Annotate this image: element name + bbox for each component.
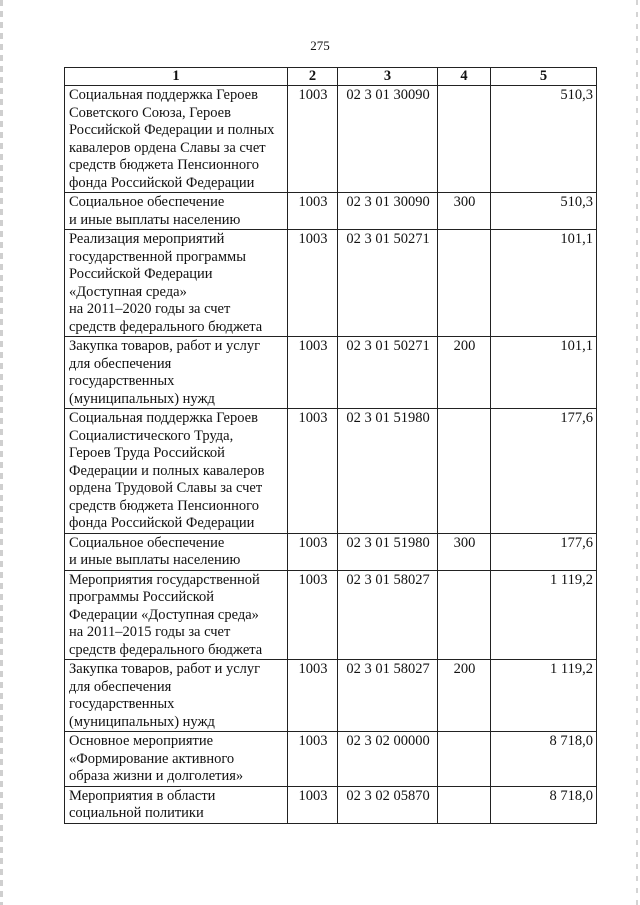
row-target: 02 3 01 30090 xyxy=(338,86,438,193)
scan-edge-right xyxy=(636,0,638,905)
table-row xyxy=(65,230,597,337)
row-type xyxy=(438,732,491,787)
row-type xyxy=(438,86,491,193)
row-name: Реализация мероприятий государственной программы Российской Федерации «Доступная среда» на 2011–2020 годы за счет средств федерального бюджета xyxy=(65,230,288,337)
row-target: 02 3 01 58027 xyxy=(338,660,438,732)
row-type xyxy=(438,230,491,337)
row-name: Социальная поддержка Героев Советского Союза, Героев Российской Федерации и полных кавалеров ордена Славы за счет средств бюджета Пенсионного фонда Российской Федерации xyxy=(65,86,288,193)
header-row xyxy=(65,68,597,86)
column-header-amount: 5 xyxy=(491,68,597,86)
row-section: 1003 xyxy=(288,786,338,823)
row-name: Социальная поддержка Героев Социалистического Труда, Героев Труда Российской Федерации и полных кавалеров ордена Трудовой Славы за счет средств бюджета Пенсионного фонда Российской Федерации xyxy=(65,409,288,534)
column-header-name: 1 xyxy=(65,68,288,86)
row-amount: 1 119,2 xyxy=(491,570,597,660)
row-target: 02 3 01 51980 xyxy=(338,533,438,570)
row-amount: 177,6 xyxy=(491,409,597,534)
row-section: 1003 xyxy=(288,732,338,787)
row-amount: 510,3 xyxy=(491,193,597,230)
table-row xyxy=(65,337,597,409)
row-target: 02 3 02 00000 xyxy=(338,732,438,787)
row-section: 1003 xyxy=(288,86,338,193)
column-header-type: 4 xyxy=(438,68,491,86)
page-number: 275 xyxy=(310,38,330,53)
table-row xyxy=(65,570,597,660)
row-name: Социальное обеспечение и иные выплаты населению xyxy=(65,533,288,570)
table-row xyxy=(65,660,597,732)
table-row xyxy=(65,193,597,230)
row-name: Закупка товаров, работ и услуг для обеспечения государственных (муниципальных) нужд xyxy=(65,660,288,732)
row-target: 02 3 01 30090 xyxy=(338,193,438,230)
row-target: 02 3 01 58027 xyxy=(338,570,438,660)
row-section: 1003 xyxy=(288,409,338,534)
row-section: 1003 xyxy=(288,193,338,230)
row-section: 1003 xyxy=(288,660,338,732)
row-type: 300 xyxy=(438,533,491,570)
column-header-target: 3 xyxy=(338,68,438,86)
row-name: Социальное обеспечение и иные выплаты населению xyxy=(65,193,288,230)
row-target: 02 3 01 51980 xyxy=(338,409,438,534)
row-name: Основное мероприятие «Формирование активного образа жизни и долголетия» xyxy=(65,732,288,787)
row-name: Закупка товаров, работ и услуг для обеспечения государственных (муниципальных) нужд xyxy=(65,337,288,409)
row-target: 02 3 01 50271 xyxy=(338,337,438,409)
row-type: 200 xyxy=(438,660,491,732)
table-row xyxy=(65,86,597,193)
row-amount: 177,6 xyxy=(491,533,597,570)
table-row xyxy=(65,409,597,534)
row-section: 1003 xyxy=(288,533,338,570)
row-amount: 101,1 xyxy=(491,337,597,409)
column-header-section: 2 xyxy=(288,68,338,86)
row-name: Мероприятия в области социальной политики xyxy=(65,786,288,823)
row-type xyxy=(438,786,491,823)
table-row xyxy=(65,533,597,570)
row-type xyxy=(438,570,491,660)
row-amount: 8 718,0 xyxy=(491,732,597,787)
row-section: 1003 xyxy=(288,230,338,337)
row-target: 02 3 02 05870 xyxy=(338,786,438,823)
row-amount: 1 119,2 xyxy=(491,660,597,732)
row-amount: 101,1 xyxy=(491,230,597,337)
table-row xyxy=(65,786,597,823)
row-target: 02 3 01 50271 xyxy=(338,230,438,337)
row-section: 1003 xyxy=(288,570,338,660)
row-amount: 8 718,0 xyxy=(491,786,597,823)
row-section: 1003 xyxy=(288,337,338,409)
budget-table xyxy=(64,67,597,824)
row-name: Мероприятия государственной программы Российской Федерации «Доступная среда» на 2011–2015 годы за счет средств федерального бюджета xyxy=(65,570,288,660)
scan-edge-left xyxy=(0,0,3,905)
table-row xyxy=(65,732,597,787)
row-type: 200 xyxy=(438,337,491,409)
row-type xyxy=(438,409,491,534)
row-type: 300 xyxy=(438,193,491,230)
row-amount: 510,3 xyxy=(491,86,597,193)
